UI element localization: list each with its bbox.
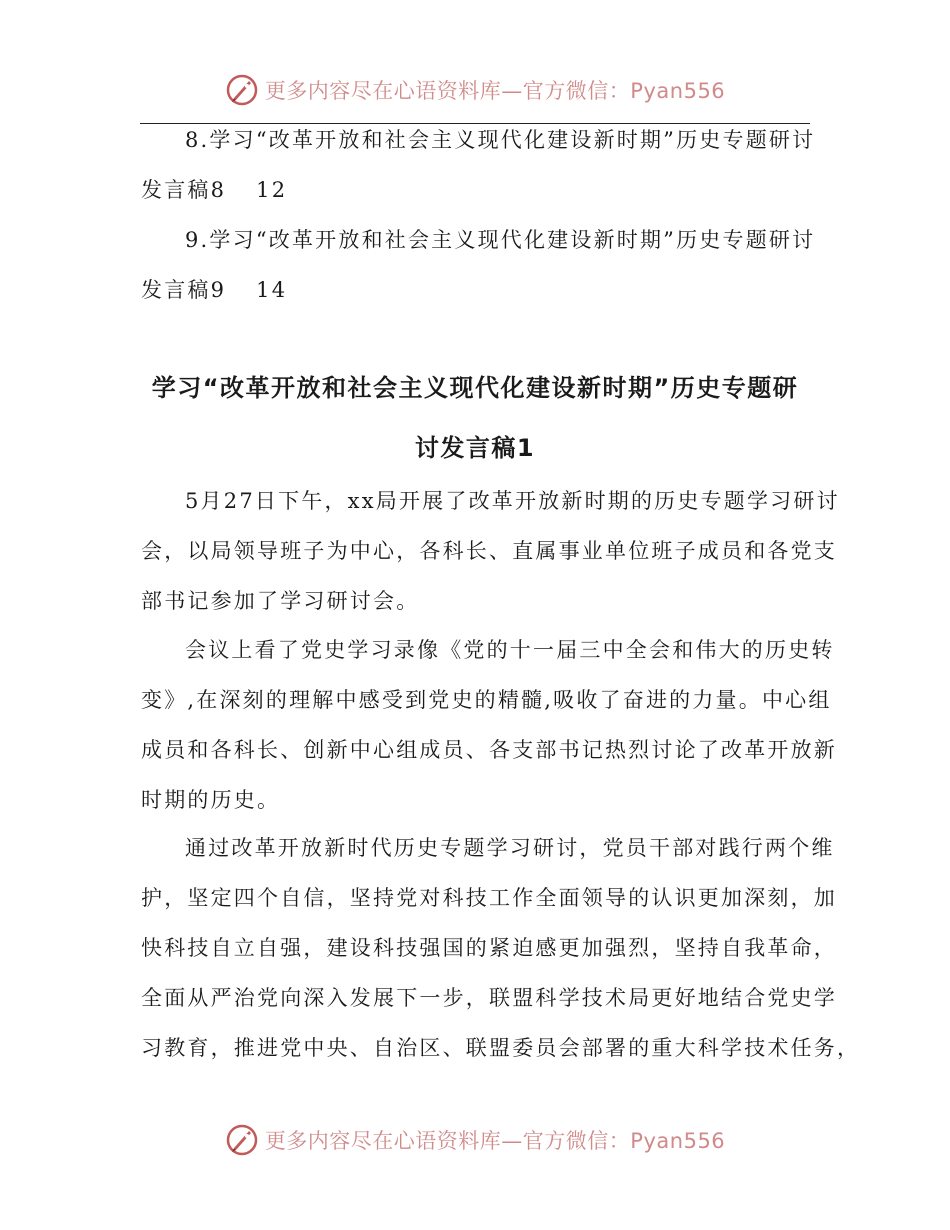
- paragraph-2-line: 时期的历史。: [141, 788, 281, 812]
- paragraph-1-line: 5月27日下午，xx局开展了改革开放新时期的历史专题学习研讨: [185, 489, 840, 513]
- paragraph-2-line: 会议上看了党史学习录像《党的十一届三中全会和伟大的历史转: [185, 638, 835, 662]
- paragraph-3-line: 全面从严治党向深入发展下一步，联盟科学技术局更好地结合党史学: [141, 986, 837, 1010]
- toc-item-9-line2: [141, 276, 287, 304]
- footer-banner: [0, 1118, 950, 1162]
- banner-text: 更多内容尽在心语资料库—官方微信：Pyan556: [264, 79, 726, 103]
- header-divider: [140, 123, 810, 124]
- toc-item-9-page: 14: [256, 278, 288, 302]
- paragraph-3-line: 习教育，推进党中央、自治区、联盟委员会部署的重大科学技术任务，: [141, 1036, 861, 1060]
- paragraph-1-line: 会，以局领导班子为中心，各科长、直属事业单位班子成员和各党支: [141, 539, 837, 563]
- paragraph-1-line: 部书记参加了学习研讨会。: [141, 589, 420, 613]
- toc-item-8-page: 12: [256, 178, 288, 202]
- quill-pen-logo-icon: [225, 73, 259, 107]
- paragraph-2-line: 成员和各科长、创新中心组成员、各支部书记热烈讨论了改革开放新: [141, 738, 837, 762]
- toc-item-8-line2: [141, 176, 287, 204]
- toc-item-8-line1: 8.学习“改革开放和社会主义现代化建设新时期”历史专题研讨: [185, 128, 816, 152]
- paragraph-3-line: 快科技自立自强，建设科技强国的紧迫感更加强烈，坚持自我革命，: [141, 936, 837, 960]
- toc-item-9-line1: 9.学习“改革开放和社会主义现代化建设新时期”历史专题研讨: [185, 228, 816, 252]
- toc-item-8-label: 发言稿8: [141, 178, 227, 202]
- quill-pen-logo-icon: [225, 1123, 259, 1157]
- toc-item-9-label: 发言稿9: [141, 278, 227, 302]
- paragraph-3-line: 护，坚定四个自信，坚持党对科技工作全面领导的认识更加深刻，加: [141, 886, 837, 910]
- header-banner: [0, 68, 950, 112]
- paragraph-2-line: 变》,在深刻的理解中感受到党史的精髓,吸收了奋进的力量。中心组: [141, 688, 832, 712]
- banner-text: 更多内容尽在心语资料库—官方微信：Pyan556: [264, 1129, 726, 1153]
- paragraph-3-line: 通过改革开放新时代历史专题学习研讨，党员干部对践行两个维: [185, 836, 835, 860]
- article-title-line1: 学习“改革开放和社会主义现代化建设新时期”历史专题研: [151, 374, 799, 402]
- article-title-line2: 讨发言稿1: [414, 434, 536, 462]
